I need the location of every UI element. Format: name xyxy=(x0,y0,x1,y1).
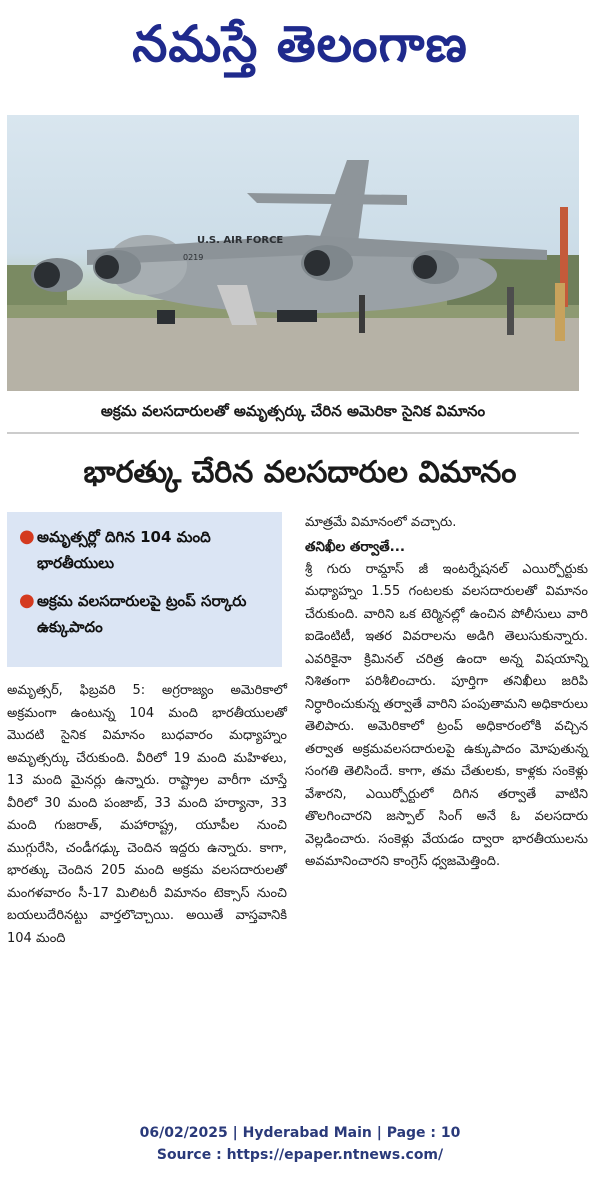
page-footer xyxy=(0,1122,600,1166)
aircraft-photo xyxy=(7,115,579,391)
highlight-item xyxy=(19,524,268,576)
article-continuation: మాత్రమే విమానంలో వచ్చారు. xyxy=(305,515,457,530)
article-body-right xyxy=(305,512,588,874)
masthead-title: నమస్తే తెలంగాణ xyxy=(132,14,468,73)
bullet-icon: ● xyxy=(19,526,35,547)
aircraft-illustration xyxy=(7,115,579,391)
article-paragraph: శ్రీ గురు రామ్దాస్ జీ ఇంటర్నేషనల్ ఎయిర్పోర్టుకు మధ్యాహ్నం 1.55 గంటలకు వలసదారులతో విమానం చేరుకుంది. వారిని ఒక టెర్మినల్లో ఉంచిన పోలీసులు వారి ఐడెంటిటీ, ఇతర వివరాలను అడిగి తెలుసుకున్నారు. ఎవరికైనా క్రిమినల్ చరిత్ర ఉందా అన్న విషయాన్ని నిశితంగా పరిశీలించారు. పూర్తిగా తనిఖీలు జరిపి నిర్ధారించుకున్న తర్వాతే వారిని పంపుతామని అధికారులు తెలిపారు. అమెరికాలో ట్రంప్ అధికారంలోకి వచ్చిన తర్వాత అక్రమవలసదారులపై ఉక్కుపాదం మోపుతున్న సంగతి తెలిసిందే. కాగా, తమ చేతులకు, కాళ్లకు సంకెళ్లు వేశారని, ఎయిర్పోర్టులో దిగిన తర్వాతే వాటిని తొలగించారని జస్పాల్ సింగ్ అనే ఓ వలసదారు వెల్లడించారు. సంకెళ్లు వేయడం ద్వారా భారతీయులను అవమానించారని కాంగ్రెస్ ధ్వజమెత్తింది. xyxy=(305,561,588,869)
photo-caption: అక్రమ వలసదారులతో అమృత్సర్కు చేరిన అమెరికా సైనిక విమానం xyxy=(7,394,579,434)
tail-number: 0219 xyxy=(183,253,204,262)
highlight-item xyxy=(19,588,268,640)
footer-source: Source : https://epaper.ntnews.com/ xyxy=(156,1147,444,1163)
article-headline: భారత్కు చేరిన వలసదారుల విమానం xyxy=(83,455,517,490)
highlight-text: అమృత్సర్లో దిగిన 104 మంది భారతీయులు xyxy=(37,528,211,572)
article-body-left: అమృత్సర్, ఫిబ్రవరి 5: అగ్రరాజ్యం అమెరికాలో అక్రమంగా ఉంటున్న 104 మంది భారతీయులతో మొదటి సైనిక విమానం బుధవారం మధ్యాహ్నం అమృత్సర్కు చేరుకుంది. వీరిలో 19 మంది మహిళలు, 13 మంది మైనర్లు ఉన్నారు. రాష్ట్రాల వారీగా చూస్తే వీరిలో 30 మంది పంజాబ్, 33 మంది హర్యానా, 33 మంది గుజరాత్, మహారాష్ట్ర, యూపీల నుంచి ముగ్గురేసి, చండీగఢ్కు చెందిన ఇద్దరు ఉన్నారు. కాగా, భారత్కు చెందిన 205 మంది అక్రమ వలసదారులతో మంగళవారం సీ-17 మిలిటరీ విమానం టెక్సాస్ నుంచి బయలుదేరినట్టు వార్తలొచ్చాయి. అయితే వాస్తవానికి 104 మంది xyxy=(7,683,287,946)
highlight-text: అక్రమ వలసదారులపై ట్రంప్ సర్కారు ఉక్కుపాదం xyxy=(37,592,247,636)
tail-marking: U.S. AIR FORCE xyxy=(197,235,284,246)
highlights-box xyxy=(7,512,282,667)
bullet-icon: ● xyxy=(19,590,35,611)
footer-edition: 06/02/2025 | Hyderabad Main | Page : 10 xyxy=(139,1125,461,1141)
article-subheading: తనిఖీల తర్వాతే... xyxy=(305,538,406,555)
